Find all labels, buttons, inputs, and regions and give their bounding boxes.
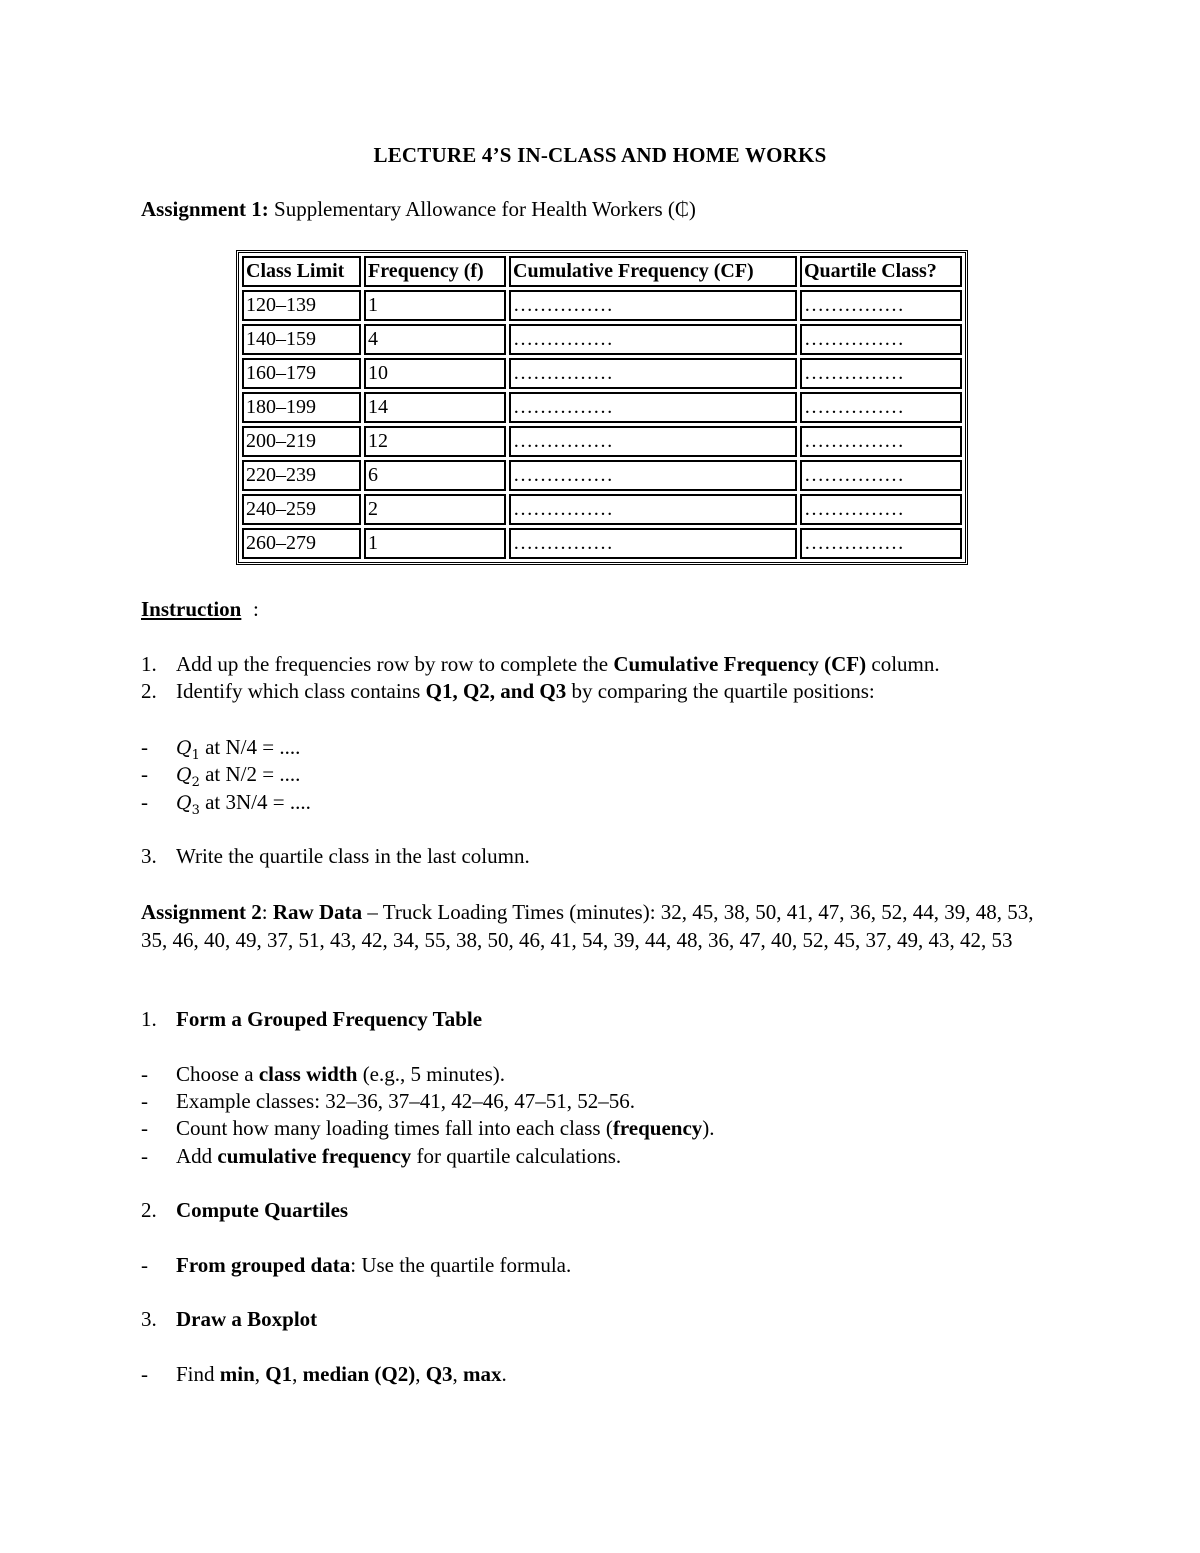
table-row (242, 426, 962, 457)
cell-cf-blank[interactable]: …………… (509, 460, 797, 491)
cell-frequency: 6 (364, 460, 506, 491)
instruction-step-3: Write the quartile class in the last column. (176, 844, 530, 868)
cell-class-limit: 220–239 (242, 460, 361, 491)
cell-quartile-blank[interactable]: …………… (800, 460, 962, 491)
cell-frequency: 14 (364, 392, 506, 423)
cell-cf-blank[interactable]: …………… (509, 290, 797, 321)
q-subscript: 3 (191, 802, 200, 818)
assignment-1-text: Supplementary Allowance for Health Workers (₵) (268, 197, 696, 221)
bullet-bold: frequency (612, 1116, 703, 1140)
bullet-text: ). (702, 1116, 715, 1140)
bullet-dash: - (141, 762, 148, 786)
step-number: 2. (141, 679, 157, 703)
q-letter: Q (176, 792, 192, 814)
frequency-table (236, 250, 968, 565)
step-text: Add up the frequencies row by row to complete the (176, 652, 614, 676)
quartile-q3-line (176, 790, 311, 818)
q-letter: Q (176, 737, 192, 759)
assignment-2-paragraph (141, 898, 1061, 954)
bullet-bold: From grouped data (176, 1253, 351, 1277)
bullet-dash: - (141, 1116, 148, 1140)
bullet-bold: Q1 (265, 1362, 293, 1386)
cell-quartile-blank[interactable]: …………… (800, 290, 962, 321)
bullet-dash: - (141, 790, 148, 814)
bullet-text: . (501, 1362, 507, 1386)
step-number: 1. (141, 1007, 157, 1031)
header-quartile-class: Quartile Class? (800, 256, 962, 287)
cell-class-limit: 180–199 (242, 392, 361, 423)
bullet-dash: - (141, 1089, 148, 1113)
bullet-dash: - (141, 1144, 148, 1168)
quartile-q1-line (176, 735, 300, 763)
q-letter: Q (176, 764, 192, 786)
cell-quartile-blank[interactable]: …………… (800, 426, 962, 457)
bullet-dash: - (141, 1062, 148, 1086)
cell-quartile-blank[interactable]: …………… (800, 324, 962, 355)
instruction-step-1 (176, 652, 940, 677)
bullet-text: Choose a (176, 1062, 259, 1086)
cell-cf-blank[interactable]: …………… (509, 426, 797, 457)
bullet-item (176, 1362, 507, 1387)
table-row (242, 358, 962, 389)
instruction-colon: : (253, 597, 259, 621)
assignment-1-label: Assignment 1: (141, 197, 269, 221)
bullet-text: , (452, 1362, 464, 1386)
step-text: column. (866, 652, 940, 676)
step-title-text: Compute Quartiles (176, 1198, 349, 1222)
bullet-text: , (292, 1362, 303, 1386)
q3-text: at 3N/4 = .... (199, 790, 311, 814)
header-class-limit: Class Limit (242, 256, 361, 287)
cell-class-limit: 260–279 (242, 528, 361, 559)
q2-text: at N/2 = .... (199, 762, 301, 786)
cell-class-limit: 140–159 (242, 324, 361, 355)
table-row (242, 290, 962, 321)
table-row (242, 494, 962, 525)
instruction-heading: Instruction (141, 597, 242, 621)
bullet-bold: class width (258, 1062, 358, 1086)
cell-cf-blank[interactable]: …………… (509, 494, 797, 525)
table-row (242, 528, 962, 559)
cell-class-limit: 240–259 (242, 494, 361, 525)
bullet-text: for quartile calculations. (411, 1144, 622, 1168)
bullet-text: (e.g., 5 minutes). (357, 1062, 505, 1086)
cell-quartile-blank[interactable]: …………… (800, 392, 962, 423)
raw-data-label: Raw Data (272, 900, 363, 924)
step-bold: Cumulative Frequency (CF) (613, 652, 867, 676)
step-number: 3. (141, 1307, 157, 1331)
table-header-row (242, 256, 962, 287)
cell-frequency: 1 (364, 528, 506, 559)
bullet-dash: - (141, 735, 148, 759)
bullet-bold: cumulative frequency (217, 1144, 412, 1168)
bullet-bold: min (219, 1362, 255, 1386)
table-row (242, 460, 962, 491)
q-subscript: 1 (191, 747, 200, 763)
q1-text: at N/4 = .... (199, 735, 301, 759)
step-title-text: Form a Grouped Frequency Table (176, 1007, 483, 1031)
bullet-bold: Q3 (425, 1362, 453, 1386)
cell-cf-blank[interactable]: …………… (509, 324, 797, 355)
assignment-2-label: Assignment 2 (141, 900, 262, 924)
step-bold: Q1, Q2, and Q3 (425, 679, 567, 703)
cell-frequency: 1 (364, 290, 506, 321)
bullet-dash: - (141, 1362, 148, 1386)
cell-frequency: 2 (364, 494, 506, 525)
page-title: LECTURE 4’S IN-CLASS AND HOME WORKS (373, 143, 827, 167)
cell-class-limit: 200–219 (242, 426, 361, 457)
q-subscript: 2 (191, 774, 200, 790)
step-number: 2. (141, 1198, 157, 1222)
cell-class-limit: 160–179 (242, 358, 361, 389)
bullet-bold: median (Q2) (302, 1362, 416, 1386)
bullet-text: , (415, 1362, 426, 1386)
bullet-text: Example classes: 32–36, 37–41, 42–46, 47–51, 52–56. (176, 1089, 636, 1113)
cell-cf-blank[interactable]: …………… (509, 392, 797, 423)
step-number: 3. (141, 844, 157, 868)
step-title (176, 1198, 348, 1223)
cell-cf-blank[interactable]: …………… (509, 358, 797, 389)
step-number: 1. (141, 652, 157, 676)
step-title (176, 1307, 317, 1332)
table-row (242, 324, 962, 355)
q1-symbol (176, 737, 200, 763)
header-cumulative-frequency: Cumulative Frequency (CF) (509, 256, 797, 287)
bullet-item (176, 1089, 635, 1114)
table-row (242, 392, 962, 423)
step-text: Identify which class contains (176, 679, 426, 703)
bullet-text: : Use the quartile formula. (350, 1253, 572, 1277)
step-title-text: Draw a Boxplot (176, 1307, 318, 1331)
raw-data-text: – Truck Loading Times (minutes): 32, 45, 38, 50, 41, 47, 36, 52, 44, 39, 48, 53, 35, 46, 40, 49, 37, 51, 43, 42, 34, 55, 38, 50, 46, 41, 54, 39, 44, 48, 36, 47, 40, 52, 45, 37, 49, 43, 42, 53 (141, 900, 1034, 952)
cell-frequency: 4 (364, 324, 506, 355)
bullet-bold: max (463, 1362, 502, 1386)
bullet-text: Count how many loading times fall into each class ( (176, 1116, 613, 1140)
bullet-text: , (254, 1362, 266, 1386)
assignment-1-heading (141, 197, 696, 222)
bullet-text: Find (176, 1362, 220, 1386)
quartile-q2-line (176, 762, 300, 790)
instruction-step-2 (176, 679, 875, 704)
cell-quartile-blank[interactable]: …………… (800, 528, 962, 559)
cell-frequency: 12 (364, 426, 506, 457)
q2-symbol (176, 764, 200, 790)
bullet-dash: - (141, 1253, 148, 1277)
step-text: by comparing the quartile positions: (566, 679, 875, 703)
bullet-item (176, 1116, 715, 1141)
header-frequency: Frequency (f) (364, 256, 506, 287)
q3-symbol (176, 792, 200, 818)
cell-cf-blank[interactable]: …………… (509, 528, 797, 559)
cell-quartile-blank[interactable]: …………… (800, 358, 962, 389)
step-title (176, 1007, 482, 1032)
cell-frequency: 10 (364, 358, 506, 389)
cell-quartile-blank[interactable]: …………… (800, 494, 962, 525)
cell-class-limit: 120–139 (242, 290, 361, 321)
bullet-item (176, 1062, 505, 1087)
bullet-item (176, 1144, 621, 1169)
assignment-2-colon: : (261, 900, 273, 924)
bullet-text: Add (176, 1144, 218, 1168)
bullet-item (176, 1253, 571, 1278)
